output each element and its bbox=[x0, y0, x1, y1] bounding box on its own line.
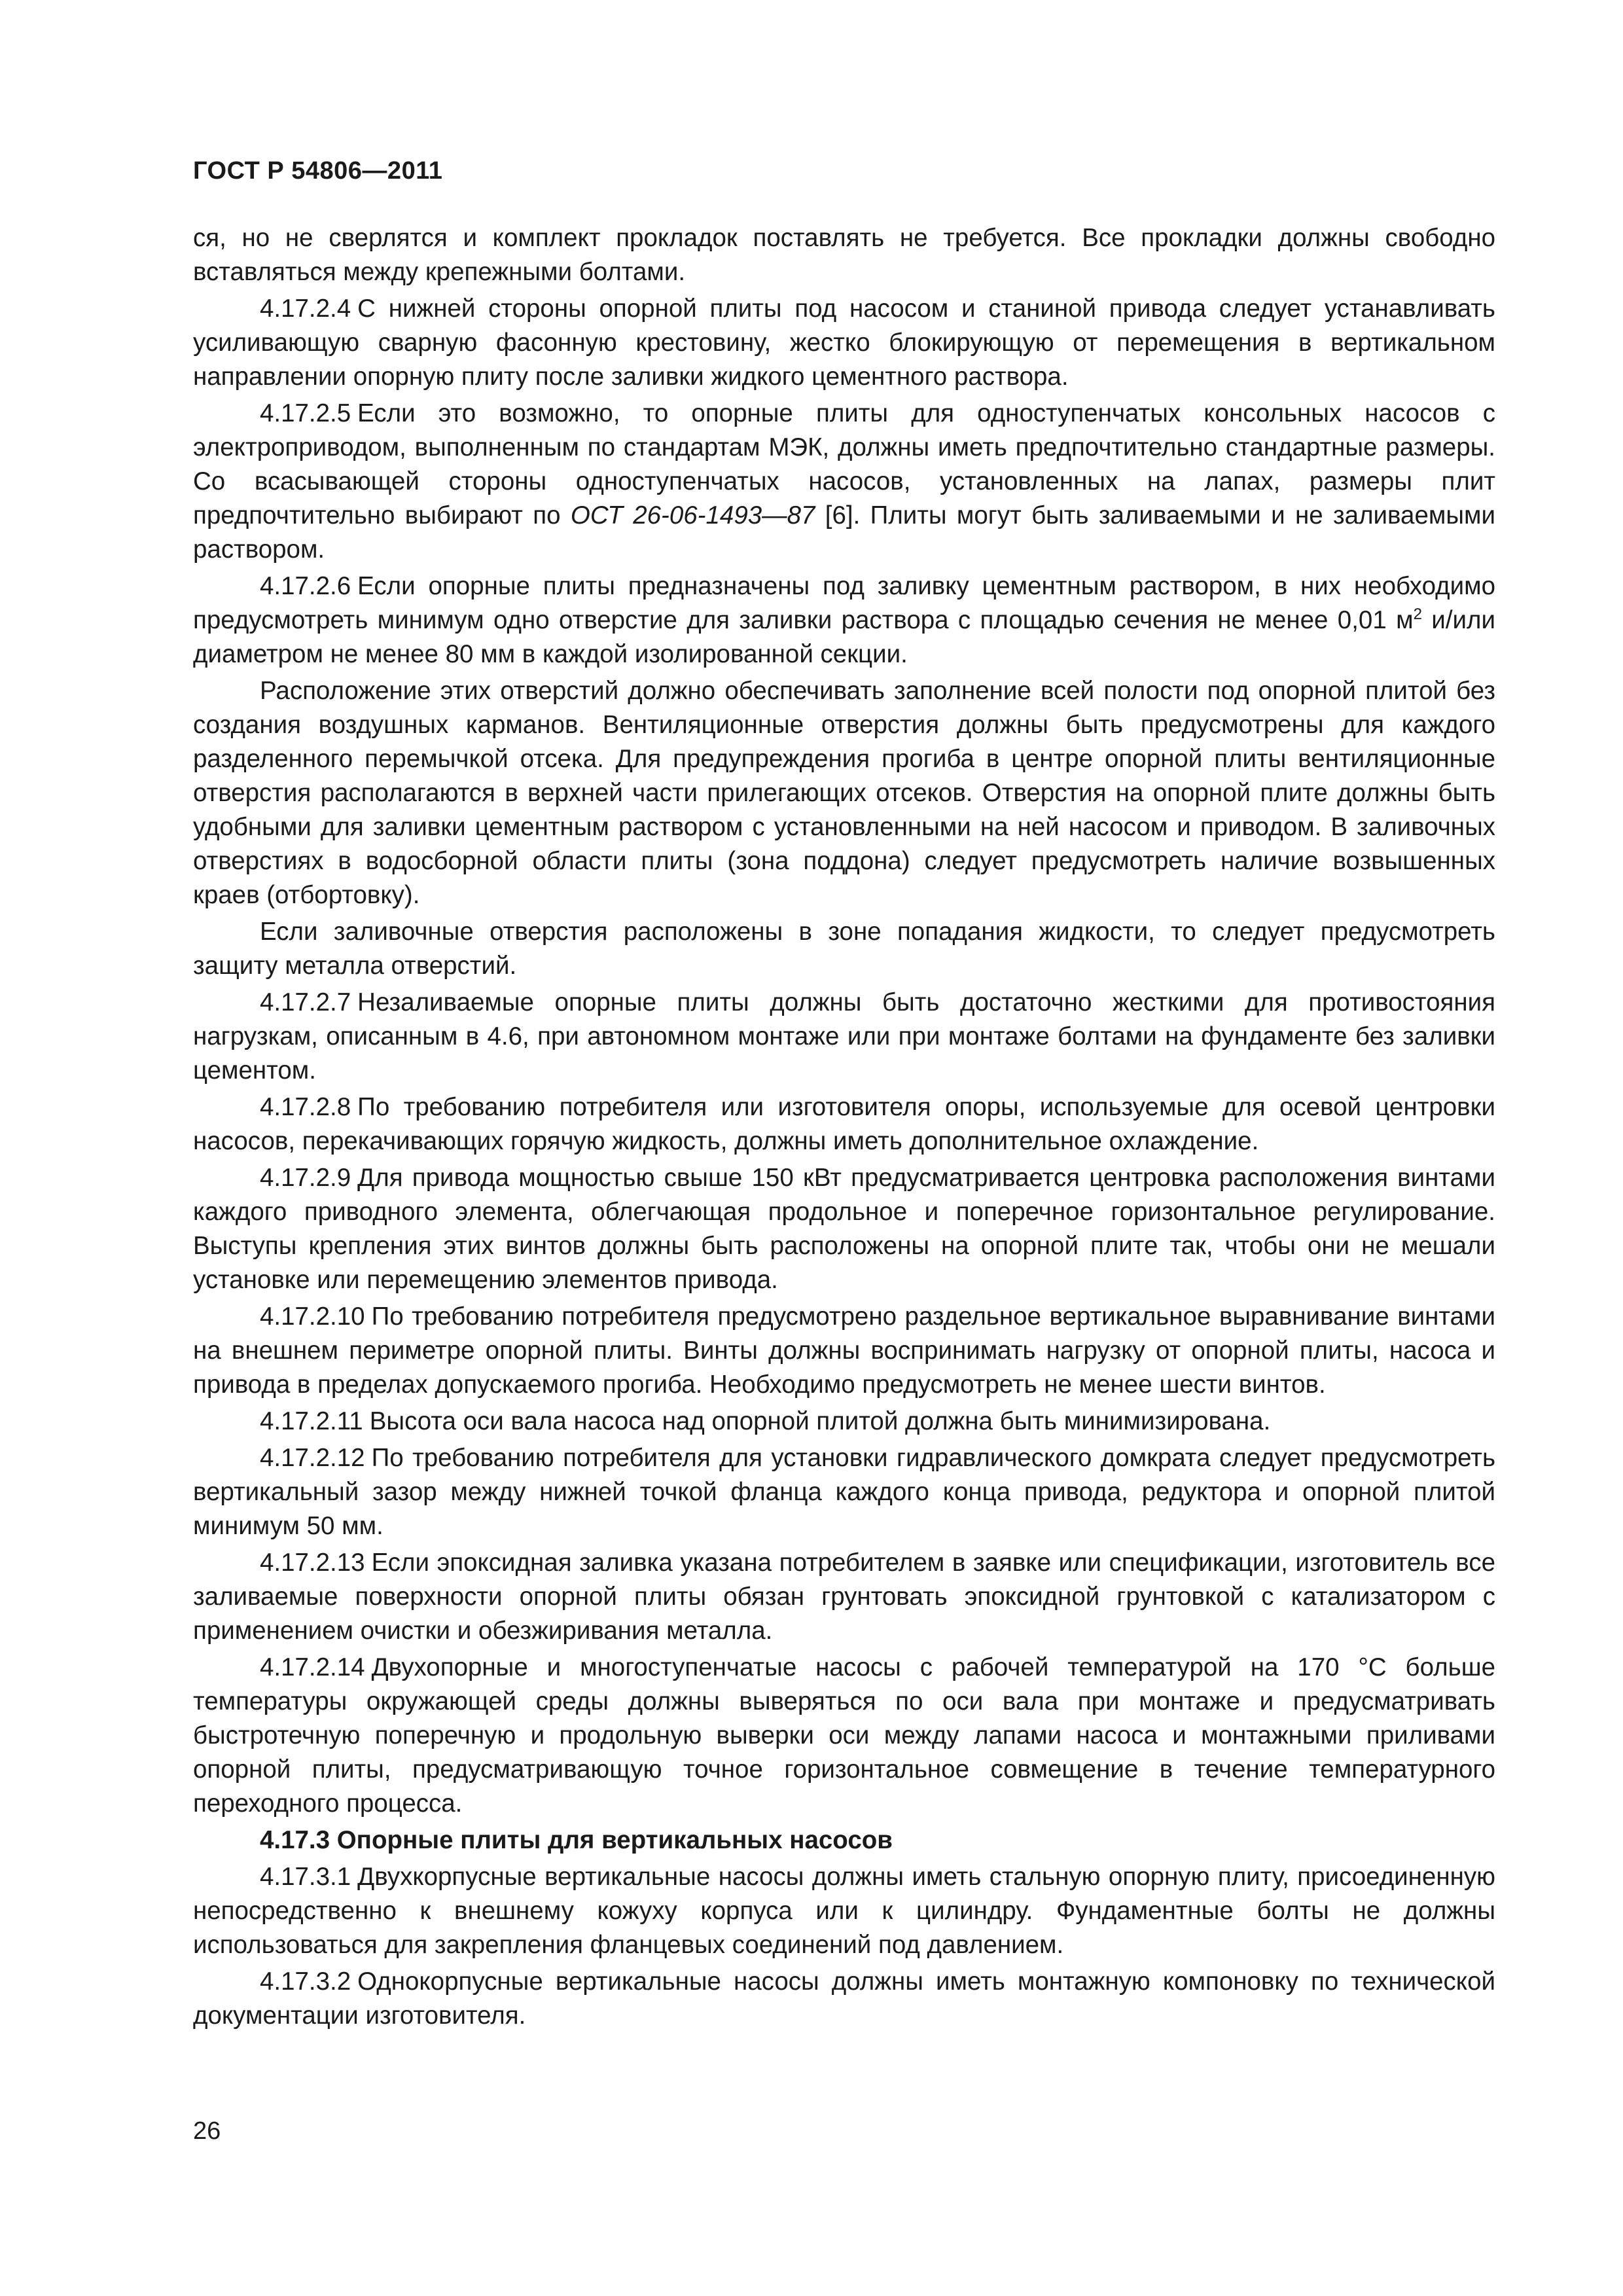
clause-number: 4.17.2.6 bbox=[260, 572, 351, 600]
clause-text: С нижней стороны опорной плиты под насосом и станиной привода следует устанавливать усиливающую сварную фасонную крестовину, жестко блокирующую от перемещения в вертикальном направлении опорную плиту после заливки жидкого цементного раствора. bbox=[193, 295, 1495, 391]
clause-number: 4.17.2.12 bbox=[260, 1444, 365, 1472]
paragraph-holes-location bbox=[193, 674, 1495, 912]
clause-text: Если эпоксидная заливка указана потребителем в заявке или спецификации, изготовитель все заливаемые поверхности опорной плиты обязан грунтовать эпоксидной грунтовкой с катализатором с применением очистки и обезжиривания металла. bbox=[193, 1549, 1495, 1645]
clause-number: 4.17.2.4 bbox=[260, 295, 351, 323]
standard-reference: ОСТ 26-06-1493—87 bbox=[570, 501, 815, 529]
clause-text: Для привода мощностью свыше 150 кВт предусматривается центровка расположения винтами каждого приводного элемента, облегчающая продольное и поперечное горизонтальное регулирование. Выступы крепления этих винтов должны быть расположены на опорной плите так, чтобы они не мешали установке или перемещению элементов привода. bbox=[193, 1164, 1495, 1294]
clause-number: 4.17.3.1 bbox=[260, 1863, 351, 1891]
document-body bbox=[193, 221, 1495, 2033]
superscript: 2 bbox=[1413, 605, 1422, 624]
clause-number: 4.17.2.8 bbox=[260, 1093, 351, 1121]
paragraph-text: Расположение этих отверстий должно обеспечивать заполнение всей полости под опорной плитой без создания воздушных карманов. Вентиляционные отверстия должны быть предусмотрены для каждого разделенного перемычкой отсека. Для предупреждения прогиба в центре опорной плиты вентиляционные отверстия располагаются в верхней части прилегающих отсеков. Отверстия на опорной плите должны быть удобными для заливки цементным раствором с установленными на ней насосом и приводом. В заливочных отверстиях в водосборной области плиты (зона поддона) следует предусмотреть наличие возвышенных краев (отбортовку). bbox=[193, 677, 1495, 909]
clause-text: По требованию потребителя или изготовителя опоры, используемые для осевой центровки насосов, перекачивающих горячую жидкость, должны иметь дополнительное охлаждение. bbox=[193, 1093, 1495, 1155]
clause-number: 4.17.2.14 bbox=[260, 1653, 365, 1681]
clause-text: Двухопорные и многоступенчатые насосы с рабочей температурой на 170 °С больше температуры окружающей среды должны выверяться по оси вала при монтаже и предусматривать быстротечную поперечную и продольную выверки оси между лапами насоса и монтажными приливами опорной плиты, предусматривающую точное горизонтальное совмещение в течение температурного переходного процесса. bbox=[193, 1653, 1495, 1818]
clause-number: 4.17.2.10 bbox=[260, 1302, 365, 1331]
paragraph-text: ся, но не сверлятся и комплект прокладок поставлять не требуется. Все прокладки должны свободно вставляться между крепежными болтами. bbox=[193, 224, 1495, 286]
document-header: ГОСТ Р 54806—2011 bbox=[193, 157, 443, 185]
clause-number: 4.17.2.11 bbox=[260, 1407, 363, 1435]
clause-text-continued: [6]. Плиты могут быть заливаемыми и не заливаемыми раствором. bbox=[193, 501, 1495, 564]
clause-4-17-2-10 bbox=[193, 1300, 1495, 1402]
page-number: 26 bbox=[193, 2117, 221, 2145]
clause-4-17-2-7 bbox=[193, 986, 1495, 1088]
clause-text: По требованию потребителя предусмотрено раздельное вертикальное выравнивание винтами на внешнем периметре опорной плиты. Винты должны воспринимать нагрузку от опорной плиты, насоса и привода в пределах допускаемого прогиба. Необходимо предусмотреть не менее шести винтов. bbox=[193, 1302, 1495, 1399]
clause-4-17-2-11 bbox=[193, 1405, 1495, 1439]
clause-number: 4.17.2.9 bbox=[260, 1164, 351, 1192]
clause-text: Если это возможно, то опорные плиты для одноступенчатых консольных насосов с электроприводом, выполненным по стандартам МЭК, должны иметь предпочтительно стандартные размеры. Со всасывающей стороны одноступенчатых насосов, установленных на лапах, размеры плит предпочтительно выбирают по bbox=[193, 399, 1495, 529]
clause-text: Однокорпусные вертикальные насосы должны иметь монтажную компоновку по технической документации изготовителя. bbox=[193, 1967, 1495, 2030]
paragraph-continuation bbox=[193, 221, 1495, 289]
clause-text: Высота оси вала насоса над опорной плитой должна быть минимизирована. bbox=[369, 1407, 1271, 1435]
clause-4-17-2-9 bbox=[193, 1161, 1495, 1297]
clause-text: Незаливаемые опорные плиты должны быть достаточно жесткими для противостояния нагрузкам, описанным в 4.6, при автономном монтаже или при монтаже болтами на фундаменте без заливки цементом. bbox=[193, 988, 1495, 1085]
clause-4-17-2-13 bbox=[193, 1546, 1495, 1648]
clause-4-17-3-1 bbox=[193, 1860, 1495, 1962]
clause-4-17-2-8 bbox=[193, 1090, 1495, 1158]
clause-text: Двухкорпусные вертикальные насосы должны иметь стальную опорную плиту, присоединенную непосредственно к внешнему кожуху корпуса или к цилиндру. Фундаментные болты не должны использоваться для закрепления фланцевых соединений под давлением. bbox=[193, 1863, 1495, 1959]
clause-number: 4.17.2.7 bbox=[260, 988, 351, 1016]
paragraph-text: Если заливочные отверстия расположены в зоне попадания жидкости, то следует предусмотреть защиту металла отверстий. bbox=[193, 918, 1495, 980]
clause-4-17-2-4 bbox=[193, 292, 1495, 394]
clause-4-17-2-6 bbox=[193, 569, 1495, 672]
document-page bbox=[193, 157, 1495, 2036]
clause-number: 4.17.3.2 bbox=[260, 1967, 351, 1996]
clause-number: 4.17.2.5 bbox=[260, 399, 351, 427]
clause-4-17-2-14 bbox=[193, 1651, 1495, 1821]
clause-4-17-3-2 bbox=[193, 1965, 1495, 2033]
clause-4-17-2-5 bbox=[193, 397, 1495, 567]
clause-text: Если опорные плиты предназначены под заливку цементным раствором, в них необходимо предусмотреть минимум одно отверстие для заливки раствора с площадью сечения не менее 0,01 м bbox=[193, 572, 1495, 634]
clause-text: По требованию потребителя для установки гидравлического домкрата следует предусмотреть вертикальный зазор между нижней точкой фланца каждого конца привода, редуктора и опорной плитой минимум 50 мм. bbox=[193, 1444, 1495, 1540]
clause-text-continued: и/или диаметром не менее 80 мм в каждой изолированной секции. bbox=[193, 606, 1495, 668]
clause-number: 4.17.2.13 bbox=[260, 1549, 365, 1577]
clause-4-17-2-12 bbox=[193, 1441, 1495, 1543]
paragraph-metal-protection bbox=[193, 915, 1495, 983]
section-heading-4-17-3: 4.17.3 Опорные плиты для вертикальных насосов bbox=[260, 1826, 893, 1854]
